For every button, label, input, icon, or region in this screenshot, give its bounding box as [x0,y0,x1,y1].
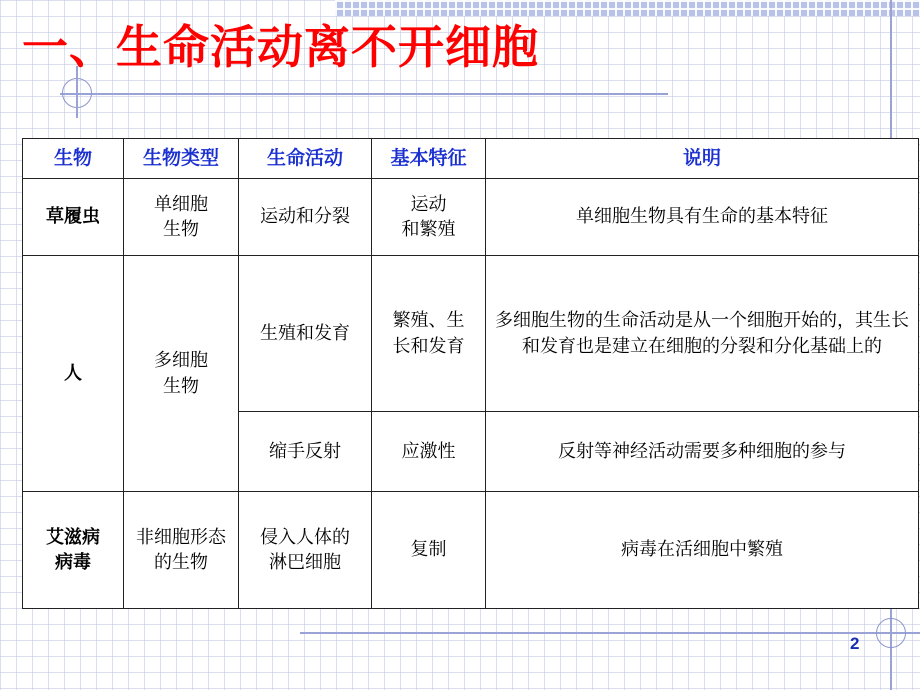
cell-activity-paramecium: 运动和分裂 [239,179,372,256]
table-row-human-1 [23,256,919,412]
decorative-top-bar [335,0,920,16]
table-header-row [23,139,919,179]
cell-type-human: 多细胞 生物 [124,256,239,492]
cell-note-paramecium: 单细胞生物具有生命的基本特征 [486,179,919,256]
table-row-hiv [23,492,919,609]
decorative-line-top [60,93,668,95]
cell-organism-human: 人 [23,256,124,492]
cell-organism-hiv: 艾滋病 病毒 [23,492,124,609]
table-row-paramecium [23,179,919,256]
cell-note-human-2: 反射等神经活动需要多种细胞的参与 [486,412,919,492]
cell-activity-human-1: 生殖和发育 [239,256,372,412]
cell-note-human-1: 多细胞生物的生命活动是从一个细胞开始的，其生长和发育也是建立在细胞的分裂和分化基础上的 [486,256,919,412]
cell-activity-hiv: 侵入人体的 淋巴细胞 [239,492,372,609]
cell-feature-human-2: 应激性 [372,412,486,492]
page-number: 2 [850,634,860,653]
life-activity-table [22,138,919,609]
cell-organism-paramecium: 草履虫 [23,179,124,256]
cell-type-hiv: 非细胞形态 的生物 [124,492,239,609]
cell-feature-paramecium: 运动 和繁殖 [372,179,486,256]
decorative-circle-bottom [876,618,906,648]
cell-feature-hiv: 复制 [372,492,486,609]
decorative-line-bottom [300,632,920,634]
cell-note-hiv: 病毒在活细胞中繁殖 [486,492,919,609]
decorative-line-right-vertical [890,0,892,138]
header-basic-feature: 基本特征 [372,139,486,179]
cell-activity-human-2: 缩手反射 [239,412,372,492]
header-organism-type: 生物类型 [124,139,239,179]
header-life-activity: 生命活动 [239,139,372,179]
page-title: 一、生命活动离不开细胞 [22,20,539,74]
cell-feature-human-1: 繁殖、生 长和发育 [372,256,486,412]
cell-type-paramecium: 单细胞 生物 [124,179,239,256]
header-note: 说明 [486,139,919,179]
header-organism: 生物 [23,139,124,179]
